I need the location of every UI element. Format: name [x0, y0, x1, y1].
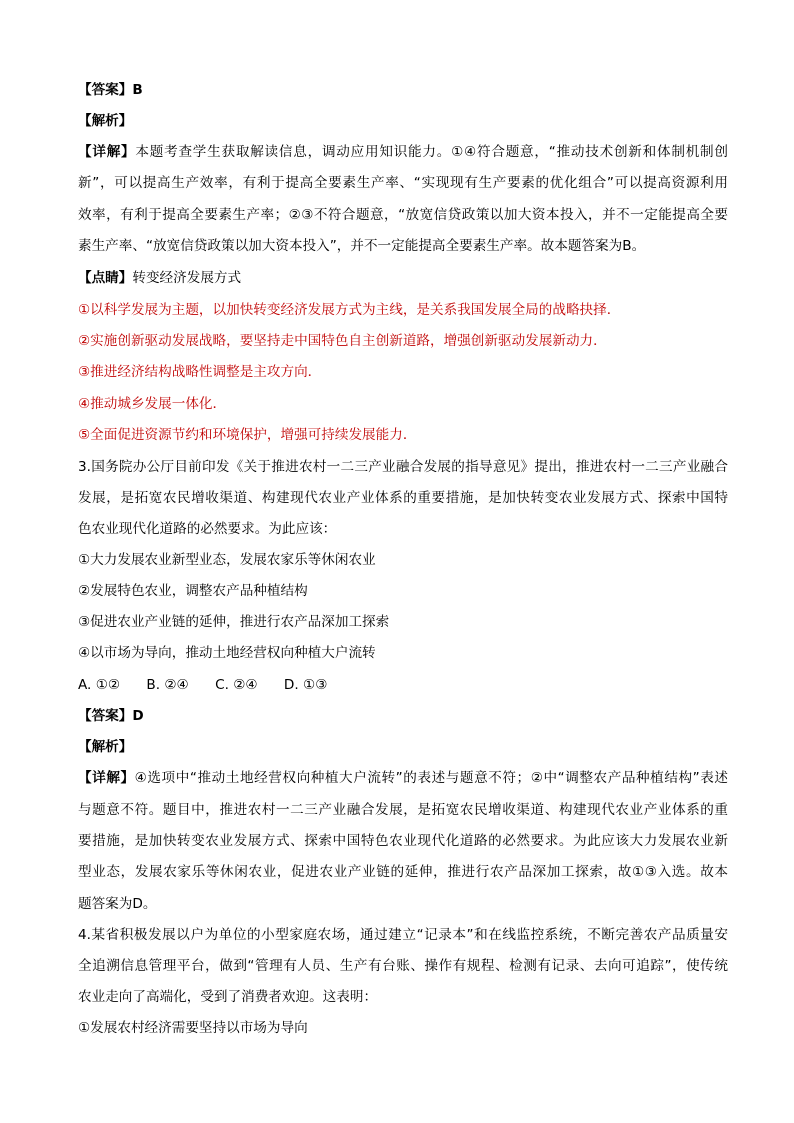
q3-detail-label: 【详解】	[78, 770, 135, 786]
q3-item: ②发展特色农业，调整农产品种植结构	[78, 583, 308, 599]
q3-detail-line: 【详解】④选项中“推动土地经营权向种植大户流转”的表述与题意不符；②中“调整农产品种植结构”表述	[78, 770, 729, 786]
q2-answer: 【答案】B	[78, 82, 143, 98]
q3-option-d: D. ①③	[283, 677, 328, 693]
q3-detail-line: 题答案为D。	[78, 896, 157, 912]
q3-detail-line: 与题意不符。题目中，推进农村一二三产业融合发展，是拓宽农民增收渠道、构建现代农业产业体系的重	[78, 802, 728, 818]
q2-point-title: 转变经济发展方式	[132, 270, 242, 286]
q2-analysis-label: 【解析】	[78, 113, 133, 129]
q2-detail-line: 效率，有利于提高全要素生产率；②③不符合题意，“放宽信贷政策以加大资本投入，并不一定能提高全要	[78, 207, 728, 223]
q3-detail-line: 要措施，是加快转变农业发展方式、探索中国特色农业现代化道路的必然要求。为此应该大力发展农业新	[78, 833, 728, 849]
q4-stem-line: 农业走向了高端化，受到了消费者欢迎。这表明：	[78, 989, 378, 1005]
q3-stem-line: 色农业现代化道路的必然要求。为此应该：	[78, 521, 337, 537]
q3-option-b: B. ②④	[146, 677, 189, 693]
q2-detail-line: 【详解】本题考查学生获取解读信息，调动应用知识能力。①④符合题意，“推动技术创新和体制机制创	[78, 144, 728, 160]
q3-stem-line: 发展，是拓宽农民增收渠道、构建现代农业产业体系的重要措施，是加快转变农业发展方式、探索中国特	[78, 490, 728, 506]
q3-option-a: A. ①②	[78, 677, 121, 693]
q4-item: ①发展农村经济需要坚持以市场为导向	[78, 1020, 308, 1036]
q2-point-heading	[78, 268, 728, 288]
q3-item: ①大力发展农业新型业态，发展农家乐等休闲农业	[78, 552, 376, 568]
q3-item: ③促进农业产业链的延伸，推进行农产品深加工探索	[78, 614, 390, 630]
q3-options	[78, 675, 728, 695]
q3-detail-line: 型业态，发展农家乐等休闲农业，促进农业产业链的延伸，推进行农产品深加工探索，故①③入选。故本	[78, 864, 728, 880]
q3-item: ④以市场为导向，推动土地经营权向种植大户流转	[78, 645, 376, 661]
q4-stem-line: 4.某省积极发展以户为单位的小型家庭农场，通过建立“记录本”和在线监控系统，不断完善农产品质量安	[78, 927, 728, 943]
q2-point-item: ①以科学发展为主题，以加快转变经济发展方式为主线，是关系我国发展全局的战略抉择．	[78, 302, 621, 318]
q2-point-item: ②实施创新驱动发展战略，要坚持走中国特色自主创新道路，增强创新驱动发展新动力．	[78, 333, 607, 349]
q3-stem-line: 3.国务院办公厅目前印发《关于推进农村一二三产业融合发展的指导意见》提出，推进农村一二三产业融合	[78, 459, 728, 475]
q4-stem-line: 全追溯信息管理平台，做到“管理有人员、生产有台账、操作有规程、检测有记录、去向可追踪”，使传统	[78, 958, 728, 974]
q3-analysis-label: 【解析】	[78, 739, 133, 755]
q2-detail-line: 素生产率、“放宽信贷政策以加大资本投入”，并不一定能提高全要素生产率。故本题答案为B。	[78, 238, 646, 254]
q2-point-label: 【点睛】	[78, 270, 133, 286]
q2-point-item: ⑤全面促进资源节约和环境保护，增强可持续发展能力．	[78, 427, 417, 443]
q2-point-item: ④推动城乡发展一体化．	[78, 396, 227, 412]
q3-answer: 【答案】D	[78, 708, 144, 724]
q2-detail-label: 【详解】	[78, 144, 136, 160]
q2-point-item: ③推进经济结构战略性调整是主攻方向．	[78, 364, 322, 380]
q2-detail-line: 新”，可以提高生产效率，有利于提高全要素生产率、“实现现有生产要素的优化组合”可以提高资源利用	[78, 175, 728, 191]
q3-option-c: C. ②④	[215, 677, 258, 693]
